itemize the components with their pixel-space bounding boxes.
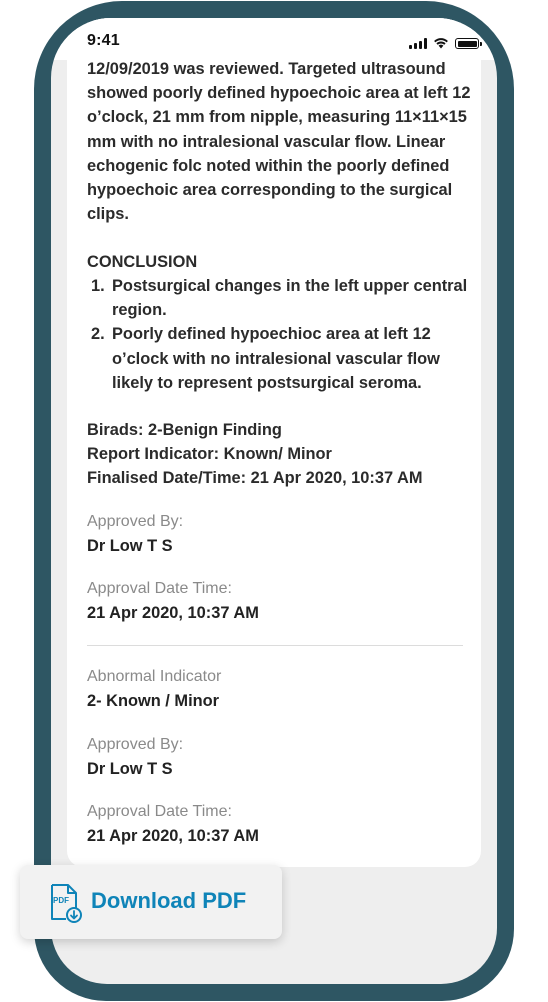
conclusion-item-number: 2.	[91, 325, 105, 344]
approved-by-label: Approved By:	[87, 736, 184, 753]
conclusion-item-number: 1.	[91, 277, 105, 295]
status-bar	[51, 18, 497, 60]
pdf-download-icon	[49, 883, 83, 923]
findings-text: 12/09/2019 was reviewed. Targeted ultrasound showed poorly defined hypoechoic area at left 12 o’clock, 21 mm from nipple, measuring 11×11×15 mm with no intralesional vascular flow. Linear echogenic folc noted within the poorly defined hypoechoic area corresponding to the surgical clips.	[87, 60, 471, 224]
pdf-icon-text: PDF	[53, 896, 69, 905]
conclusion-item	[87, 274, 471, 322]
report-card	[67, 18, 481, 867]
conclusion-item-text: Poorly defined hypoechioc area at left 12 o’clock with no intralesional vascular flow likely to represent postsurgical seroma.	[112, 325, 440, 392]
finalised-line: Finalised Date/Time: 21 Apr 2020, 10:37 AM	[87, 469, 423, 487]
abnormal-indicator-value: 2- Known / Minor	[87, 692, 220, 710]
abnormal-indicator-label: Abnormal Indicator	[87, 668, 222, 685]
signal-icon	[409, 38, 427, 49]
conclusion-item	[87, 322, 471, 395]
approved-by-value: Dr Low T S	[87, 537, 173, 555]
conclusion-heading: CONCLUSION	[87, 253, 198, 271]
approved-by-value: Dr Low T S	[87, 760, 173, 778]
report-indicator-line: Report Indicator: Known/ Minor	[87, 445, 332, 463]
approval-time-label: Approval Date Time:	[87, 803, 232, 820]
wifi-icon	[433, 37, 449, 49]
approval-time-value: 21 Apr 2020, 10:37 AM	[87, 827, 259, 845]
approval-time-label: Approval Date Time:	[87, 580, 232, 597]
app-screen	[51, 18, 497, 984]
status-icons	[409, 35, 479, 49]
conclusion-list	[87, 274, 471, 395]
download-pdf-button[interactable]	[20, 865, 282, 939]
conclusion-item-text: Postsurgical changes in the left upper central region.	[112, 277, 468, 320]
approved-by-label: Approved By:	[87, 513, 184, 530]
battery-icon	[455, 38, 479, 49]
birads-line: Birads: 2-Benign Finding	[87, 421, 282, 439]
section-divider	[87, 645, 463, 646]
download-pdf-label: Download PDF	[91, 888, 247, 913]
status-time: 9:41	[87, 32, 120, 49]
approval-time-value: 21 Apr 2020, 10:37 AM	[87, 604, 259, 622]
